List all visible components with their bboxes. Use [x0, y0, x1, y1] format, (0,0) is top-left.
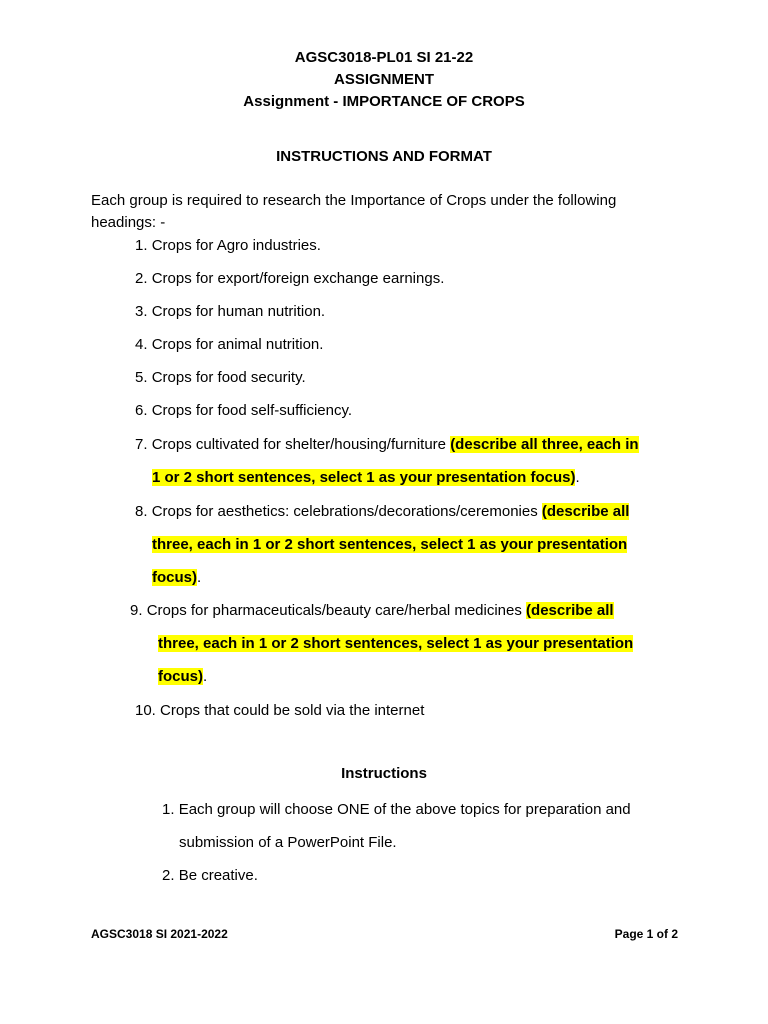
- list-number: 5.: [135, 369, 148, 386]
- intro-paragraph: [91, 190, 691, 234]
- instruction-text: submission of a PowerPoint File.: [179, 834, 397, 851]
- list-item: [135, 495, 629, 528]
- list-number: 9.: [130, 602, 143, 619]
- highlighted-note: (describe all three, each in: [450, 436, 639, 453]
- highlighted-note: three, each in 1 or 2 short sentences, select 1 as your presentation: [152, 536, 628, 553]
- list-text: Crops for Agro industries.: [151, 237, 321, 254]
- list-number: 10.: [135, 702, 156, 719]
- list-text: Crops for animal nutrition.: [151, 336, 324, 353]
- intro-line-2: headings: -: [91, 214, 166, 231]
- list-text: Crops for food self-sufficiency.: [151, 402, 353, 419]
- list-item: [135, 229, 321, 262]
- list-text-end: .: [197, 569, 202, 586]
- instructions-title: Instructions: [341, 765, 427, 782]
- list-text: Crops that could be sold via the internet: [160, 702, 425, 719]
- document-title: Assignment - IMPORTANCE OF CROPS: [243, 93, 525, 110]
- list-number: 4.: [135, 336, 148, 353]
- list-text: Crops for human nutrition.: [151, 303, 326, 320]
- instruction-text: Be creative.: [178, 867, 258, 884]
- list-item: [135, 295, 325, 328]
- list-text: Crops cultivated for shelter/housing/furniture: [151, 436, 447, 453]
- instruction-item: [162, 859, 258, 892]
- highlighted-note: (describe all: [541, 503, 630, 520]
- list-number: 8.: [135, 503, 148, 520]
- list-item: [135, 361, 306, 394]
- list-item: [135, 694, 424, 727]
- list-item-continuation: [152, 461, 580, 494]
- list-item: [135, 328, 323, 361]
- list-text-end: .: [203, 668, 208, 685]
- section-title: INSTRUCTIONS AND FORMAT: [276, 148, 492, 165]
- document-header: [0, 47, 768, 113]
- list-item-continuation: [158, 660, 207, 693]
- list-item: [135, 262, 444, 295]
- list-text: Crops for pharmaceuticals/beauty care/herbal medicines: [146, 602, 522, 619]
- list-text: Crops for food security.: [151, 369, 306, 386]
- list-item: [130, 594, 614, 627]
- list-number: 1.: [135, 237, 148, 254]
- highlighted-note: focus): [158, 668, 203, 685]
- list-item-continuation: [152, 528, 627, 561]
- list-number: 2.: [162, 867, 175, 884]
- list-number: 1.: [162, 801, 175, 818]
- instruction-text: Each group will choose ONE of the above topics for preparation and: [178, 801, 631, 818]
- list-number: 2.: [135, 270, 148, 287]
- list-text-end: .: [575, 469, 580, 486]
- list-number: 3.: [135, 303, 148, 320]
- list-item: [135, 394, 352, 427]
- highlighted-note: three, each in 1 or 2 short sentences, select 1 as your presentation: [158, 635, 634, 652]
- list-item: [135, 428, 639, 461]
- instruction-item-continuation: [179, 826, 397, 859]
- list-text: Crops for aesthetics: celebrations/decorations/ceremonies: [151, 503, 538, 520]
- course-code: AGSC3018-PL01 SI 21-22: [294, 49, 474, 66]
- list-item-continuation: [158, 627, 633, 660]
- document-type: ASSIGNMENT: [333, 71, 434, 88]
- list-number: 7.: [135, 436, 148, 453]
- list-number: 6.: [135, 402, 148, 419]
- instruction-item: [162, 793, 631, 826]
- intro-line-1: Each group is required to research the Importance of Crops under the following: [91, 192, 617, 209]
- highlighted-note: 1 or 2 short sentences, select 1 as your presentation focus): [152, 469, 576, 486]
- footer-page-number: Page 1 of 2: [614, 927, 678, 941]
- list-item-continuation: [152, 561, 201, 594]
- highlighted-note: focus): [152, 569, 197, 586]
- highlighted-note: (describe all: [526, 602, 614, 619]
- list-text: Crops for export/foreign exchange earnings.: [151, 270, 445, 287]
- footer-course: AGSC3018 SI 2021-2022: [91, 927, 228, 941]
